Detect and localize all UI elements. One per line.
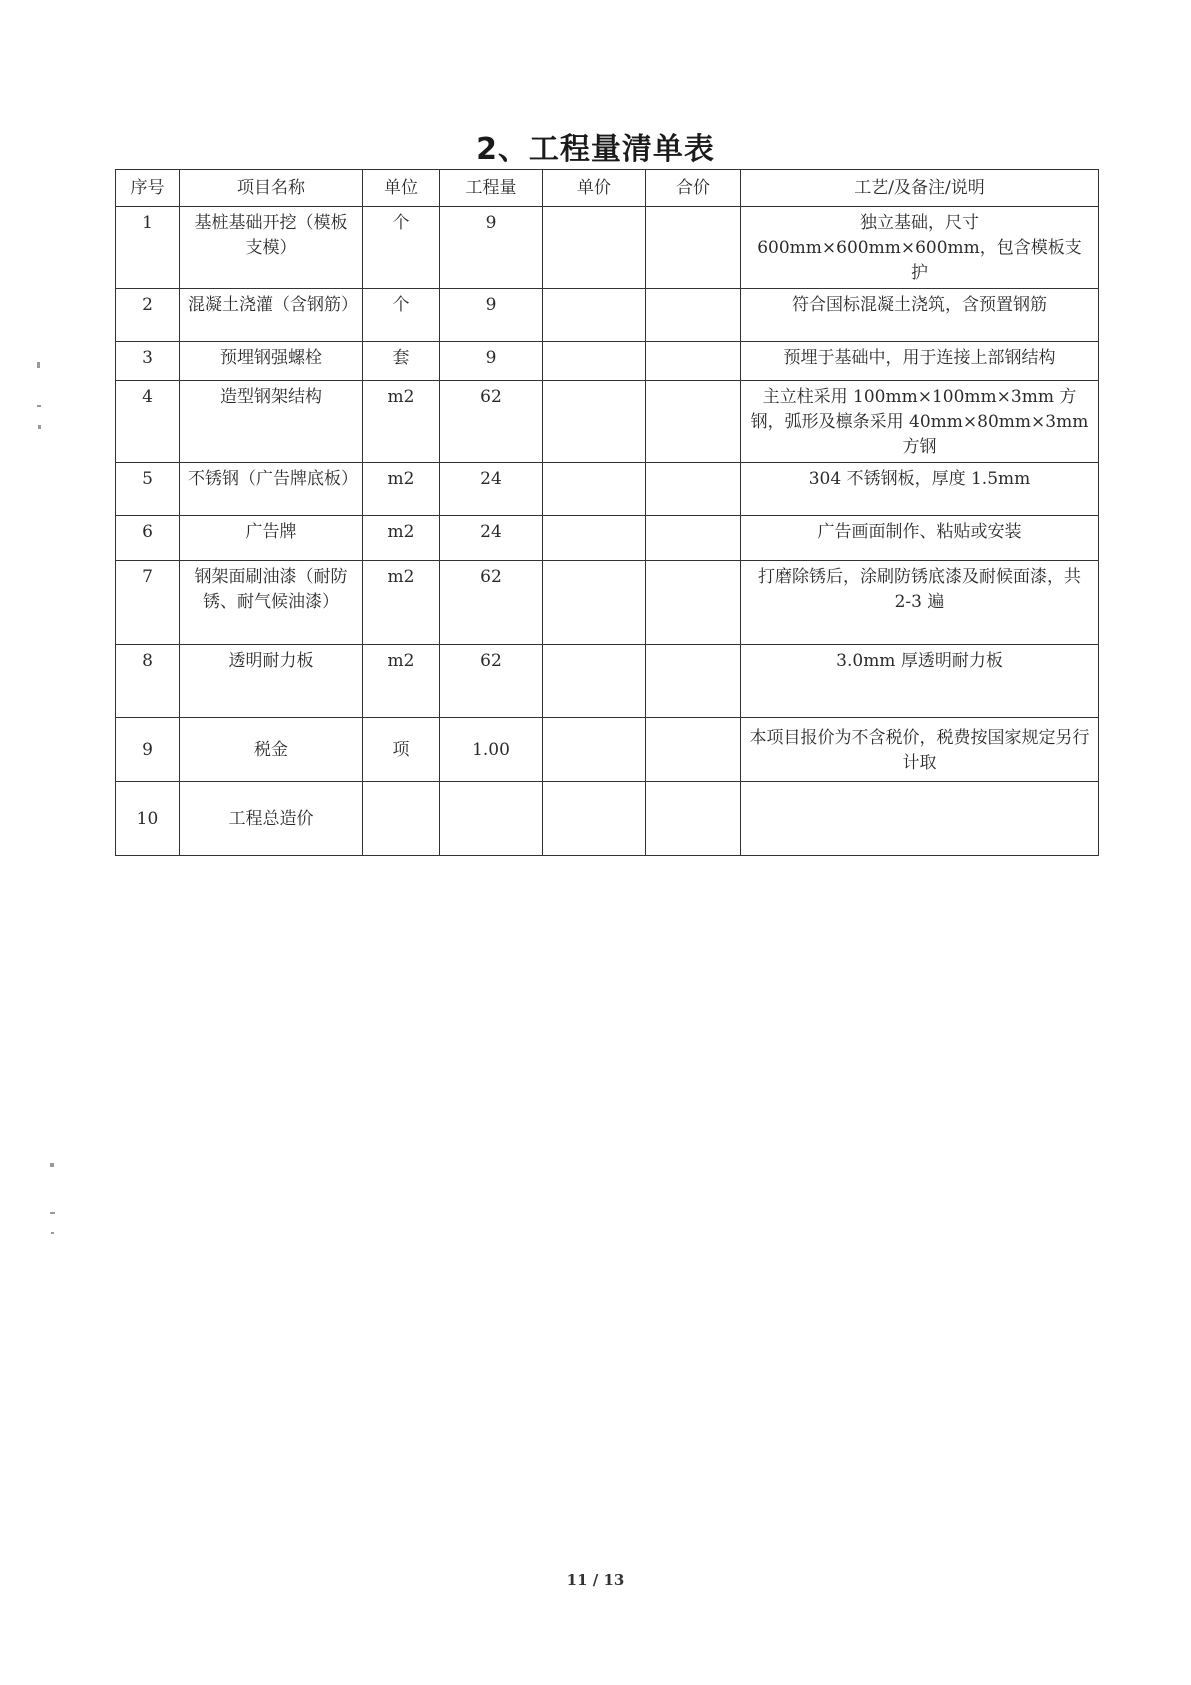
cell-no: 5 (116, 463, 180, 516)
cell-unit: m2 (363, 516, 440, 561)
cell-item-name: 广告牌 (180, 516, 363, 561)
table-row (116, 718, 1099, 782)
cell-unit: 套 (363, 342, 440, 381)
scan-speck (51, 1232, 54, 1234)
cell-quantity: 62 (440, 645, 543, 718)
cell-total-price (646, 207, 741, 289)
cell-unit: 个 (363, 289, 440, 342)
cell-unit: m2 (363, 645, 440, 718)
cell-item-name: 造型钢架结构 (180, 381, 363, 463)
table-row (116, 516, 1099, 561)
cell-item-name: 透明耐力板 (180, 645, 363, 718)
cell-unit-price (543, 718, 646, 782)
page-title: 2、工程量清单表 (476, 132, 715, 167)
table-row-total (116, 782, 1099, 856)
cell-note: 3.0mm 厚透明耐力板 (741, 645, 1099, 718)
table-row (116, 381, 1099, 463)
cell-note: 304 不锈钢板，厚度 1.5mm (741, 463, 1099, 516)
cell-unit-price (543, 381, 646, 463)
cell-no: 7 (116, 561, 180, 645)
cell-quantity: 9 (440, 342, 543, 381)
cell-note: 广告画面制作、粘贴或安装 (741, 516, 1099, 561)
cell-no: 10 (116, 782, 180, 856)
header-unit-price: 单价 (543, 170, 646, 207)
cell-note (741, 782, 1099, 856)
cell-quantity: 24 (440, 516, 543, 561)
cell-total-price (646, 463, 741, 516)
cell-unit: 项 (363, 718, 440, 782)
table-header-row (116, 170, 1099, 207)
header-no: 序号 (116, 170, 180, 207)
cell-note: 独立基础，尺寸 600mm×600mm×600mm，包含模板支护 (741, 207, 1099, 289)
cell-quantity (440, 782, 543, 856)
cell-item-name: 基桩基础开挖（模板支模） (180, 207, 363, 289)
cell-note: 打磨除锈后，涂刷防锈底漆及耐候面漆，共 2-3 遍 (741, 561, 1099, 645)
bill-of-quantities-table (115, 169, 1099, 856)
cell-item-name: 混凝土浇灌（含钢筋） (180, 289, 363, 342)
cell-total-price (646, 289, 741, 342)
cell-quantity: 62 (440, 381, 543, 463)
cell-unit-price (543, 207, 646, 289)
cell-no: 9 (116, 718, 180, 782)
cell-item-name: 钢架面刷油漆（耐防锈、耐气候油漆） (180, 561, 363, 645)
cell-unit: m2 (363, 381, 440, 463)
cell-total-price (646, 342, 741, 381)
header-item-name: 项目名称 (180, 170, 363, 207)
cell-unit-price (543, 782, 646, 856)
cell-note: 主立柱采用 100mm×100mm×3mm 方钢，弧形及檩条采用 40mm×80mm×3mm 方钢 (741, 381, 1099, 463)
cell-unit: 个 (363, 207, 440, 289)
table-row (116, 289, 1099, 342)
cell-total-price (646, 561, 741, 645)
cell-no: 2 (116, 289, 180, 342)
header-quantity: 工程量 (440, 170, 543, 207)
cell-total-price (646, 645, 741, 718)
page-number: 11 / 13 (566, 1571, 625, 1589)
cell-no: 6 (116, 516, 180, 561)
table-row (116, 342, 1099, 381)
table-row (116, 561, 1099, 645)
header-note: 工艺/及备注/说明 (741, 170, 1099, 207)
cell-note: 预埋于基础中，用于连接上部钢结构 (741, 342, 1099, 381)
scan-speck (50, 1212, 55, 1214)
cell-unit: m2 (363, 561, 440, 645)
cell-item-name: 税金 (180, 718, 363, 782)
cell-unit-price (543, 289, 646, 342)
cell-total-price (646, 782, 741, 856)
cell-quantity: 9 (440, 207, 543, 289)
cell-unit-price (543, 463, 646, 516)
cell-unit-price (543, 342, 646, 381)
header-unit: 单位 (363, 170, 440, 207)
table-row (116, 207, 1099, 289)
scan-speck (50, 1163, 54, 1167)
header-total-price: 合价 (646, 170, 741, 207)
cell-no: 1 (116, 207, 180, 289)
table-row (116, 463, 1099, 516)
cell-quantity: 1.00 (440, 718, 543, 782)
cell-item-name: 预埋钢强螺栓 (180, 342, 363, 381)
cell-unit-price (543, 561, 646, 645)
cell-total-price (646, 516, 741, 561)
cell-unit-price (543, 516, 646, 561)
cell-item-name: 工程总造价 (180, 782, 363, 856)
cell-total-price (646, 718, 741, 782)
cell-unit-price (543, 645, 646, 718)
scan-speck (37, 362, 40, 368)
cell-note: 本项目报价为不含税价，税费按国家规定另行计取 (741, 718, 1099, 782)
cell-no: 3 (116, 342, 180, 381)
cell-unit (363, 782, 440, 856)
cell-quantity: 9 (440, 289, 543, 342)
cell-quantity: 62 (440, 561, 543, 645)
cell-note: 符合国标混凝土浇筑，含预置钢筋 (741, 289, 1099, 342)
cell-unit: m2 (363, 463, 440, 516)
table-row (116, 645, 1099, 718)
cell-no: 8 (116, 645, 180, 718)
cell-quantity: 24 (440, 463, 543, 516)
scan-speck (37, 405, 41, 407)
scan-speck (38, 425, 41, 429)
cell-item-name: 不锈钢（广告牌底板） (180, 463, 363, 516)
cell-total-price (646, 381, 741, 463)
cell-no: 4 (116, 381, 180, 463)
